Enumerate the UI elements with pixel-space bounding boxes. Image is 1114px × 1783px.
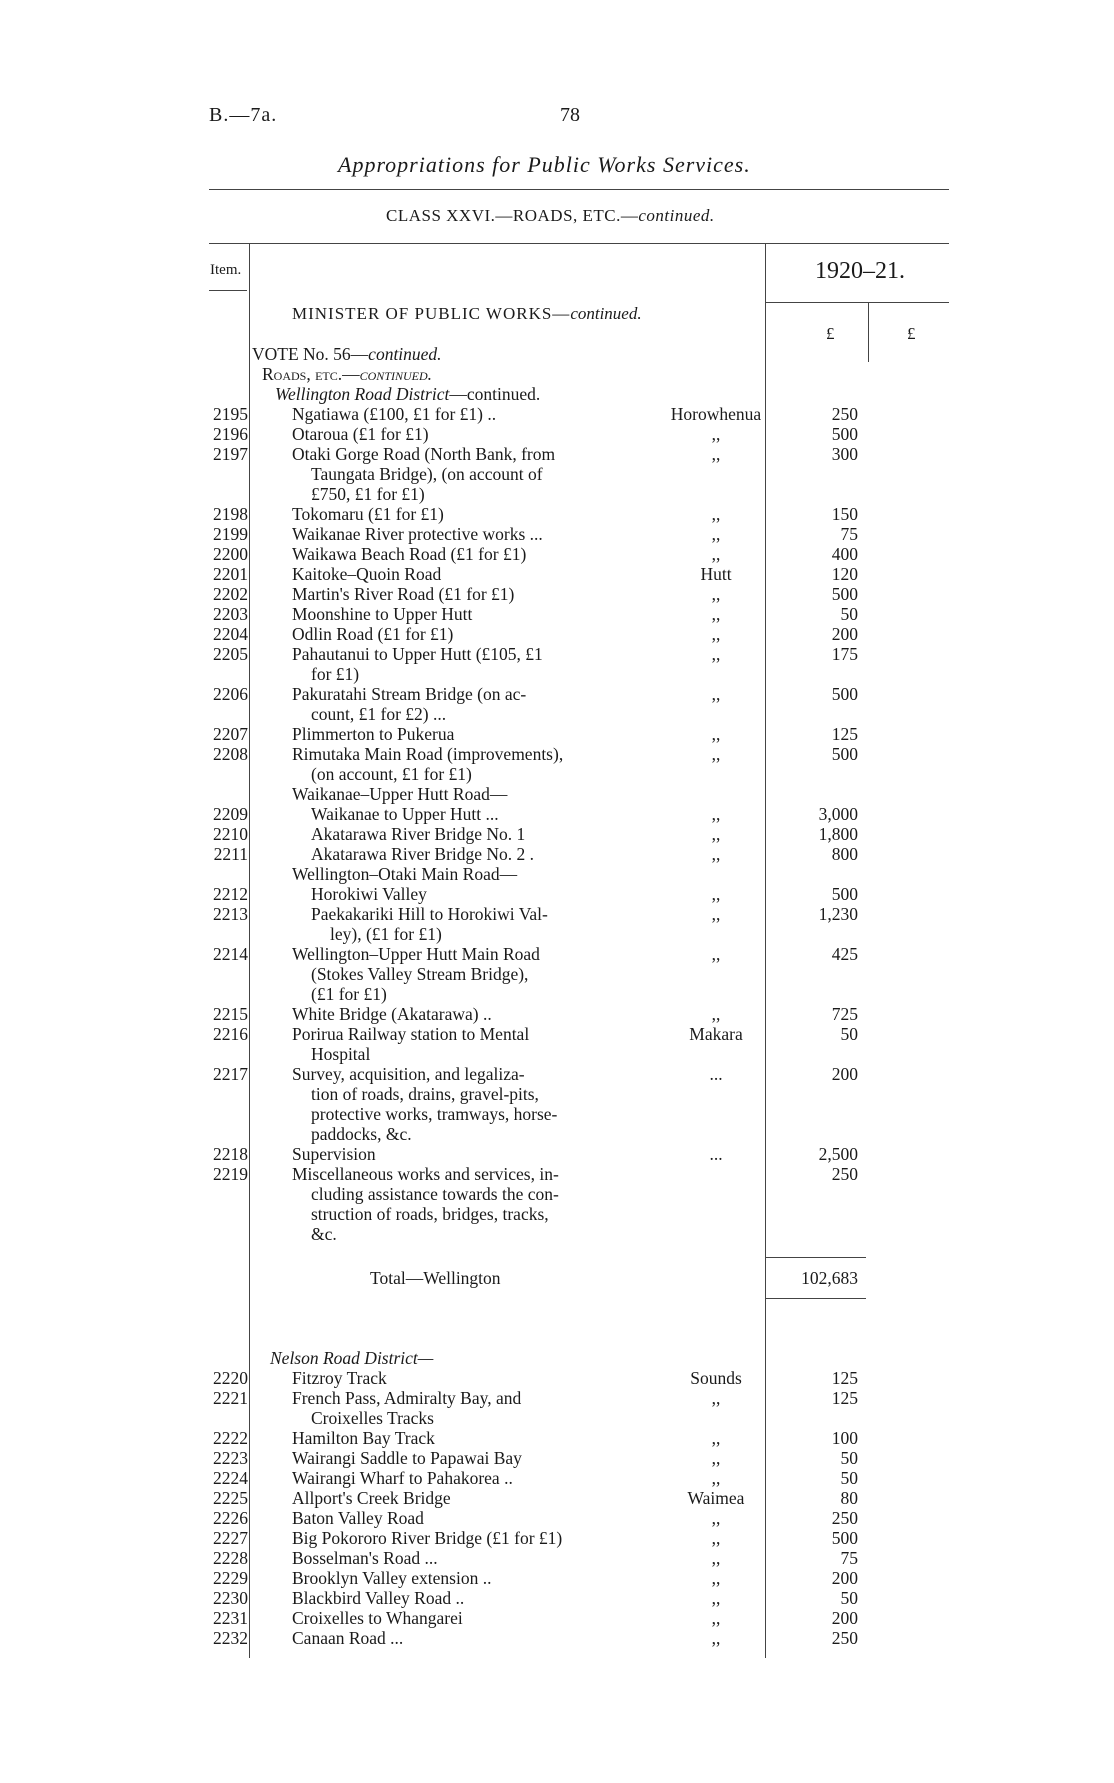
item-description-continued: for £1) <box>311 664 360 684</box>
item-description: Hamilton Bay Track <box>292 1428 435 1448</box>
pound-sign-column-2: £ <box>907 324 916 343</box>
item-number: 2197 <box>213 444 248 464</box>
item-description: Paekakariki Hill to Horokiwi Val- <box>311 904 548 924</box>
item-district: ,, <box>711 644 721 664</box>
item-description-continued: £750, £1 for £1) <box>311 484 425 504</box>
item-description: Akatarawa River Bridge No. 1 <box>311 824 526 844</box>
item-amount: 120 <box>831 564 858 584</box>
item-description: Fitzroy Track <box>292 1368 387 1388</box>
item-amount: 50 <box>840 1468 858 1488</box>
class-heading-text: CLASS XXVI.—ROADS, ETC.— <box>386 206 639 225</box>
item-amount: 400 <box>831 544 858 564</box>
item-description: Wellington–Upper Hutt Main Road <box>292 944 540 964</box>
item-description-continued: protective works, tramways, horse- <box>311 1104 558 1124</box>
item-number: 2206 <box>213 684 248 704</box>
item-number: 2225 <box>213 1488 248 1508</box>
item-description: Survey, acquisition, and legaliza- <box>292 1064 525 1084</box>
item-number: 2215 <box>213 1004 248 1024</box>
item-number: 2199 <box>213 524 248 544</box>
item-amount: 250 <box>831 1508 858 1528</box>
item-description: Porirua Railway station to Mental <box>292 1024 530 1044</box>
item-amount: 100 <box>831 1428 858 1448</box>
item-description-continued: Hospital <box>311 1044 371 1064</box>
item-description: Martin's River Road (£1 for £1) <box>292 584 515 604</box>
item-district: ,, <box>711 1428 721 1448</box>
item-amount: 800 <box>831 844 858 864</box>
item-number: 2208 <box>213 744 248 764</box>
wellington-district-suffix: —continued. <box>449 384 541 404</box>
item-description: Otaki Gorge Road (North Bank, from <box>292 444 556 464</box>
item-amount: 80 <box>840 1488 858 1508</box>
item-district: ,, <box>711 1448 721 1468</box>
item-number: 2218 <box>213 1144 248 1164</box>
item-number: 2213 <box>213 904 248 924</box>
item-district: ,, <box>711 524 721 544</box>
item-description: Miscellaneous works and services, in- <box>292 1164 559 1184</box>
item-number: 2203 <box>213 604 248 624</box>
item-district: ,, <box>711 1548 721 1568</box>
item-district: ,, <box>711 424 721 444</box>
item-description: Allport's Creek Bridge <box>292 1488 451 1508</box>
item-district: ,, <box>711 584 721 604</box>
class-heading-suffix: continued. <box>638 206 715 225</box>
item-description-continued: (on account, £1 for £1) <box>311 764 472 784</box>
item-column-header: Item. <box>210 262 242 278</box>
item-description: Big Pokororo River Bridge (£1 for £1) <box>292 1528 563 1548</box>
item-number: 2200 <box>213 544 248 564</box>
item-description: Bosselman's Road ... <box>292 1548 438 1568</box>
item-number: 2231 <box>213 1608 248 1628</box>
item-number: 2229 <box>213 1568 248 1588</box>
item-district: ,, <box>711 844 721 864</box>
item-amount: 500 <box>831 684 858 704</box>
year-column-header: 1920–21. <box>815 258 905 284</box>
roads-heading-text: Roads, etc.— <box>262 364 360 384</box>
pound-sign-column-1: £ <box>826 324 835 343</box>
item-description: Canaan Road ... <box>292 1628 404 1648</box>
item-number: 2223 <box>213 1448 248 1468</box>
item-district: Waimea <box>687 1488 745 1508</box>
item-amount: 250 <box>831 1628 858 1648</box>
item-description-continued: Croixelles Tracks <box>311 1408 434 1428</box>
item-district: ,, <box>711 544 721 564</box>
item-description: Waikanae to Upper Hutt ... <box>311 804 499 824</box>
item-amount: 425 <box>831 944 858 964</box>
item-description: Croixelles to Whangarei <box>292 1608 463 1628</box>
item-description-continued: Taungata Bridge), (on account of <box>311 464 543 484</box>
item-description-continued: ley), (£1 for £1) <box>330 924 442 944</box>
item-number: 2211 <box>213 844 248 864</box>
item-description-continued: count, £1 for £2) ... <box>311 704 447 724</box>
item-amount: 250 <box>831 404 858 424</box>
item-district: ,, <box>711 1388 721 1408</box>
item-district: ... <box>709 1144 723 1164</box>
item-amount: 500 <box>831 584 858 604</box>
item-amount: 50 <box>840 1024 858 1044</box>
item-number: 2195 <box>213 404 248 424</box>
item-number: 2230 <box>213 1588 248 1608</box>
minister-heading-suffix: continued. <box>570 304 642 323</box>
item-amount: 50 <box>840 604 858 624</box>
roads-heading-suffix: continued. <box>359 364 433 384</box>
item-number: 2207 <box>213 724 248 744</box>
item-district: ,, <box>711 444 721 464</box>
item-amount: 50 <box>840 1588 858 1608</box>
item-amount: 200 <box>831 1608 858 1628</box>
item-description: White Bridge (Akatarawa) .. <box>292 1004 492 1024</box>
page-number: 78 <box>560 104 580 126</box>
item-description-continued: tion of roads, drains, gravel-pits, <box>311 1084 539 1104</box>
item-description: Odlin Road (£1 for £1) <box>292 624 454 644</box>
item-amount: 75 <box>840 1548 858 1568</box>
item-description: Waikanae–Upper Hutt Road— <box>292 784 508 804</box>
item-amount: 150 <box>831 504 858 524</box>
item-amount: 500 <box>831 744 858 764</box>
vote-heading-text: VOTE No. 56— <box>252 344 369 364</box>
item-district: Hutt <box>700 564 732 584</box>
item-number: 2220 <box>213 1368 248 1388</box>
item-amount: 1,800 <box>818 824 858 844</box>
total-top-rule <box>766 1257 866 1258</box>
item-number: 2232 <box>213 1628 248 1648</box>
item-number: 2228 <box>213 1548 248 1568</box>
item-district: ,, <box>711 944 721 964</box>
item-number: 2224 <box>213 1468 248 1488</box>
item-amount: 725 <box>831 1004 858 1024</box>
item-description-continued: paddocks, &c. <box>311 1124 412 1144</box>
item-number: 2196 <box>213 424 248 444</box>
item-number: 2209 <box>213 804 248 824</box>
item-number: 2216 <box>213 1024 248 1044</box>
item-district: ,, <box>711 1004 721 1024</box>
item-description: Pakuratahi Stream Bridge (on ac- <box>292 684 527 704</box>
page-title: Appropriations for Public Works Services. <box>338 152 751 177</box>
item-description: Wairangi Wharf to Pahakorea .. <box>292 1468 513 1488</box>
item-amount: 250 <box>831 1164 858 1184</box>
item-district: ,, <box>711 1568 721 1588</box>
item-number: 2226 <box>213 1508 248 1528</box>
item-amount: 2,500 <box>818 1144 858 1164</box>
item-description: Akatarawa River Bridge No. 2 . <box>311 844 535 864</box>
item-amount: 1,230 <box>818 904 858 924</box>
item-district: ,, <box>711 904 721 924</box>
item-district: ,, <box>711 724 721 744</box>
vote-heading-suffix: continued. <box>368 344 442 364</box>
wellington-district-name: Wellington Road District <box>275 384 450 404</box>
item-amount: 500 <box>831 1528 858 1548</box>
item-district: ,, <box>711 744 721 764</box>
item-description: Brooklyn Valley extension .. <box>292 1568 492 1588</box>
item-number: 2204 <box>213 624 248 644</box>
item-description: Horokiwi Valley <box>311 884 427 904</box>
item-district: Horowhenua <box>670 404 762 424</box>
item-amount: 200 <box>831 624 858 644</box>
item-number: 2214 <box>213 944 248 964</box>
item-number: 2210 <box>213 824 248 844</box>
item-district: ,, <box>711 1468 721 1488</box>
item-number: 2212 <box>213 884 248 904</box>
item-amount: 75 <box>840 524 858 544</box>
item-amount: 200 <box>831 1064 858 1084</box>
item-description: Wellington–Otaki Main Road— <box>292 864 518 884</box>
wellington-total-label: Total—Wellington <box>370 1268 501 1288</box>
item-amount: 125 <box>831 1388 858 1408</box>
item-number: 2205 <box>213 644 248 664</box>
item-description: Blackbird Valley Road .. <box>292 1588 465 1608</box>
item-description: Waikawa Beach Road (£1 for £1) <box>292 544 527 564</box>
item-amount: 200 <box>831 1568 858 1588</box>
item-district: Sounds <box>690 1368 742 1388</box>
item-description: Pahautanui to Upper Hutt (£105, £1 <box>292 644 543 664</box>
item-district: ,, <box>711 604 721 624</box>
item-amount: 3,000 <box>818 804 858 824</box>
item-amount: 300 <box>831 444 858 464</box>
item-district: ,, <box>711 684 721 704</box>
item-number: 2219 <box>213 1164 248 1184</box>
item-amount: 500 <box>831 424 858 444</box>
item-district: ,, <box>711 804 721 824</box>
item-description: Kaitoke–Quoin Road <box>292 564 442 584</box>
minister-heading-text: MINISTER OF PUBLIC WORKS— <box>292 304 571 323</box>
nelson-district-heading: Nelson Road District— <box>270 1348 434 1368</box>
item-description-continued: struction of roads, bridges, tracks, <box>311 1204 549 1224</box>
item-district: ,, <box>711 1528 721 1548</box>
item-description-continued: &c. <box>311 1224 337 1244</box>
item-district: ,, <box>711 504 721 524</box>
item-district: ,, <box>711 1588 721 1608</box>
total-bottom-rule <box>766 1298 866 1299</box>
item-number: 2227 <box>213 1528 248 1548</box>
item-description: Rimutaka Main Road (improvements), <box>292 744 564 764</box>
item-description: Moonshine to Upper Hutt <box>292 604 473 624</box>
item-district: ,, <box>711 884 721 904</box>
item-description: Wairangi Saddle to Papawai Bay <box>292 1448 522 1468</box>
wellington-total-amount: 102,683 <box>801 1268 858 1288</box>
item-description: Otaroua (£1 for £1) <box>292 424 429 444</box>
item-district: ,, <box>711 1508 721 1528</box>
item-district: Makara <box>689 1024 743 1044</box>
item-amount: 125 <box>831 724 858 744</box>
item-number: 2202 <box>213 584 248 604</box>
item-description: Tokomaru (£1 for £1) <box>292 504 444 524</box>
item-number: 2221 <box>213 1388 248 1408</box>
item-description: Baton Valley Road <box>292 1508 424 1528</box>
item-description: Supervision <box>292 1144 376 1164</box>
item-district: ,, <box>711 1608 721 1628</box>
item-number: 2201 <box>213 564 248 584</box>
item-amount: 500 <box>831 884 858 904</box>
item-description-continued: (£1 for £1) <box>311 984 387 1004</box>
item-district: ,, <box>711 624 721 644</box>
item-description-continued: (Stokes Valley Stream Bridge), <box>311 964 529 984</box>
item-amount: 125 <box>831 1368 858 1388</box>
document-code: B.—7a. <box>209 104 278 126</box>
item-description: French Pass, Admiralty Bay, and <box>292 1388 522 1408</box>
item-district: ... <box>709 1064 723 1084</box>
item-amount: 50 <box>840 1448 858 1468</box>
item-amount: 175 <box>831 644 858 664</box>
item-district: ,, <box>711 1628 721 1648</box>
item-description-continued: cluding assistance towards the con- <box>311 1184 559 1204</box>
item-number: 2198 <box>213 504 248 524</box>
item-description: Plimmerton to Pukerua <box>292 724 455 744</box>
item-description: Waikanae River protective works ... <box>292 524 543 544</box>
item-number: 2217 <box>213 1064 248 1084</box>
item-district: ,, <box>711 824 721 844</box>
item-number: 2222 <box>213 1428 248 1448</box>
item-description: Ngatiawa (£100, £1 for £1) .. <box>292 404 497 424</box>
